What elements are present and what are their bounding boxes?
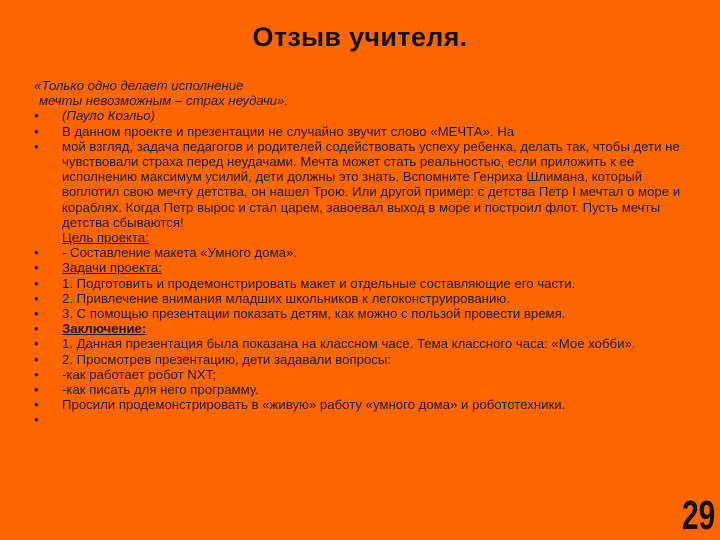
para1-body [34,139,694,230]
bullet-icon: • [34,336,39,352]
page-number: 29 [682,494,716,539]
bullet-icon: • [34,351,39,367]
quote-text-1: «Только одно делает исполнение [34,78,244,93]
para1-text: мой взгляд, задача педагогов и родителей содействовать успеху ребенка, делать так, чтобы дети не чувствовали страха перед неудачами. Мечта может стать реальностью, если приложить к ее исполнению максимум усилий, дети должны это знать. Вспомните Генриха Шлимана, который воплотил свою мечту детства, он нашел Трою. Или другой пример: с детства Петр I мечтал о море и кораблях. Когда Петр вырос и стал царем, завоевал выход в море и построил флот. Пусть мечты детства сбываются! [62,138,681,230]
quote-line-2 [34,93,694,108]
tasks-heading: Задачи проекта: [62,260,162,276]
conclusion-heading-item [34,321,694,336]
quote-author: (Пауло Коэльо) [62,108,155,124]
tasks-item-2 [34,291,694,306]
tasks-item-1 [34,276,694,291]
quote-author-item [34,108,694,123]
conclusion-item-2 [34,352,694,367]
quote-line-1 [34,78,694,93]
bullet-icon: • [34,306,39,322]
conclusion-text-3: -как работает робот NXT; [62,366,216,382]
bullet-icon: • [34,245,39,261]
para1-line-1 [34,124,694,139]
conclusion-text-2: 2. Просмотрев презентацию, дети задавали вопросы: [62,351,392,367]
conclusion-item-3 [34,367,694,382]
bullet-icon: • [34,290,39,306]
bullet-icon: • [34,397,39,413]
goal-item [34,245,694,260]
bullet-icon: • [34,275,39,291]
tasks-text-2: 2. Привлечение внимания младших школьников к легоконструированию. [62,290,510,306]
conclusion-item-4 [34,382,694,397]
bullet-icon: • [34,382,39,398]
para1-text-1: В данном проекте и презентации не случайно звучит слово «МЕЧТА». На [62,123,515,139]
slide-content [34,78,694,428]
tasks-text-1: 1. Подготовить и продемонстрировать макет и отдельные составляющие его части. [62,275,576,291]
tasks-item-3 [34,306,694,321]
bullet-icon: • [34,123,39,139]
conclusion-heading: Заключение: [62,321,147,337]
bullet-icon: • [34,412,39,428]
conclusion-text-5: Просили продемонстрировать в «живую» работу «умного дома» и робототехники. [62,397,566,413]
bullet-icon: • [34,260,39,276]
goal-text: - Составление макета «Умного дома». [62,245,297,261]
goal-heading: Цель проекта: [62,230,149,246]
conclusion-item-1 [34,336,694,351]
bullet-icon: • [34,138,39,154]
conclusion-text-1: 1. Данная презентация была показана на классном часе. Тема классного часа: «Мое хобби». [62,336,636,352]
quote-text-2: мечты невозможным – страх неудачи». [39,93,288,109]
bullet-icon: • [34,366,39,382]
tasks-text-3: 3. С помощью презентации показать детям, как можно с пользой провести время. [62,306,566,322]
bullet-icon: • [34,108,39,124]
slide-title: Отзыв учителя. [252,22,468,52]
tasks-heading-item [34,260,694,275]
conclusion-item-5 [34,397,694,412]
bullet-icon: • [34,321,39,337]
conclusion-text-4: -как писать для него программу. [62,382,259,398]
goal-heading-item [34,230,694,245]
